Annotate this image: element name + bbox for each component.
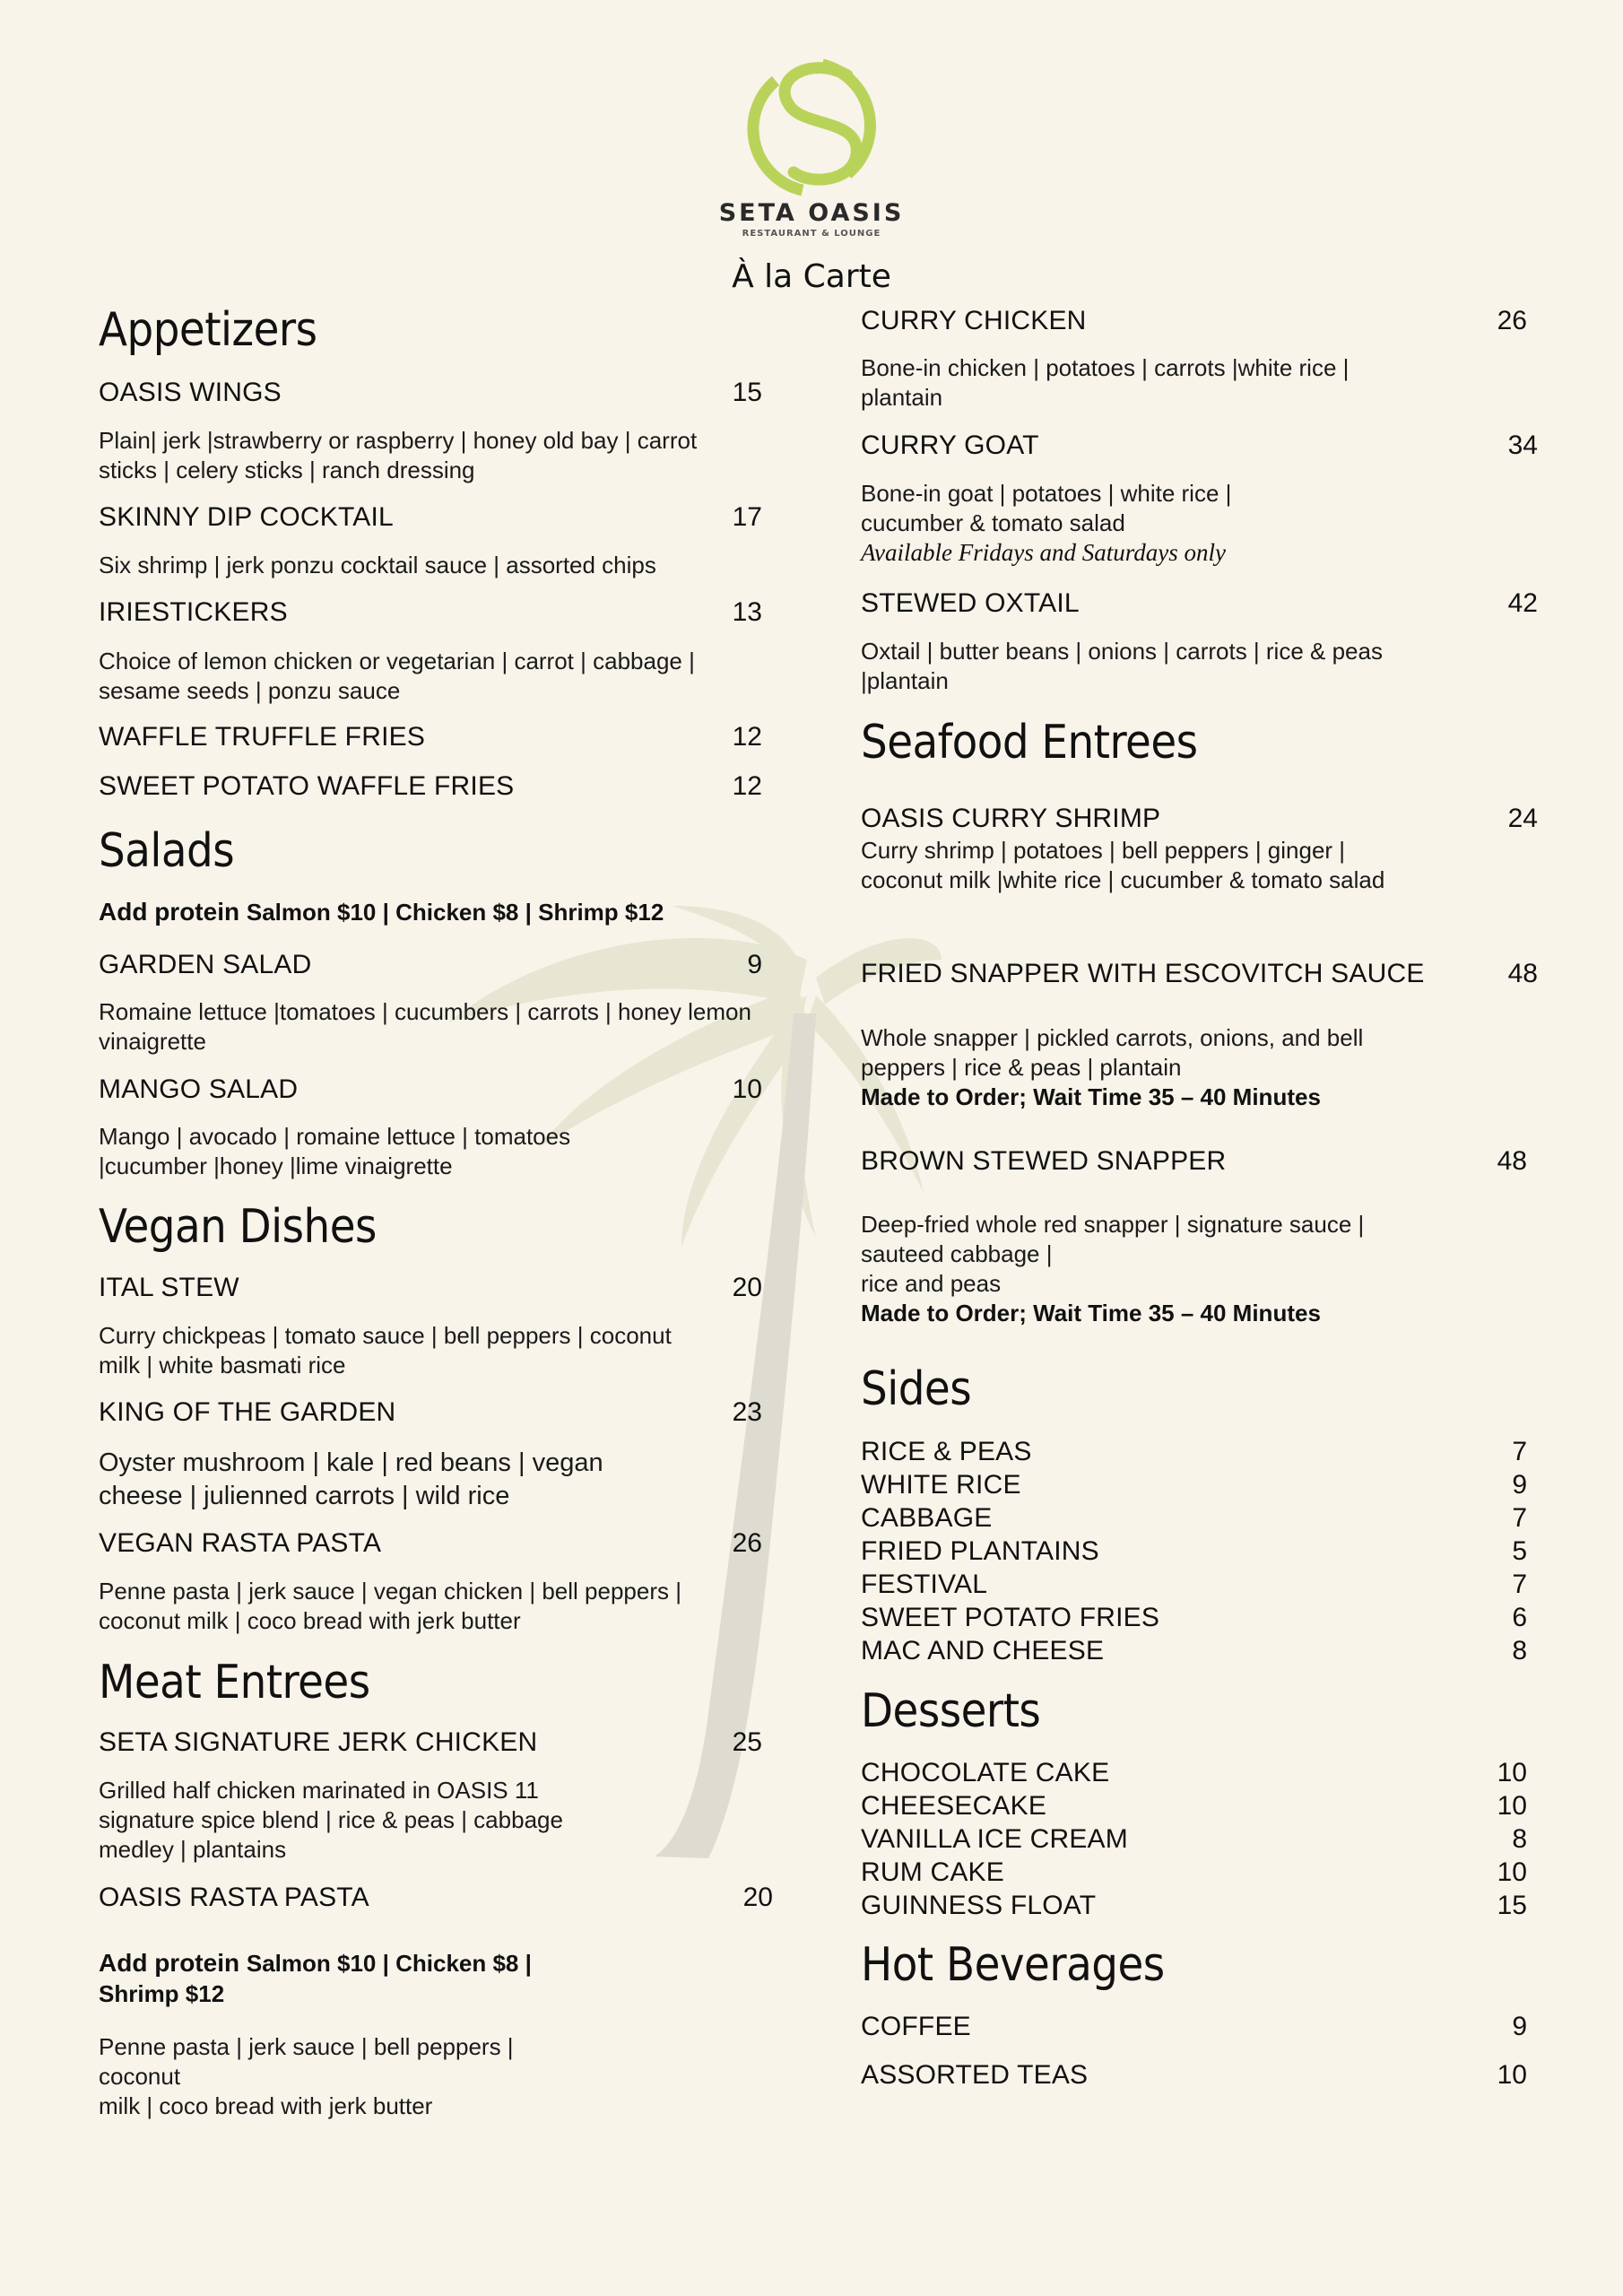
item-description bbox=[861, 1210, 1488, 1299]
availability-note: Available Fridays and Saturdays only bbox=[861, 539, 1226, 566]
add-protein-options: Shrimp $12 bbox=[99, 1980, 225, 2007]
item-name: OASIS WINGS bbox=[99, 378, 282, 407]
wait-time-note: Made to Order; Wait Time 35 – 40 Minutes bbox=[861, 1083, 1321, 1110]
item-price: 7 bbox=[1512, 1570, 1527, 1599]
wait-time-note: Made to Order; Wait Time 35 – 40 Minutes bbox=[861, 1300, 1321, 1326]
item-price: 9 bbox=[1512, 1470, 1527, 1500]
menu-item bbox=[99, 1527, 762, 1560]
item-name: CHEESECAKE bbox=[861, 1791, 1047, 1821]
menu-item bbox=[861, 430, 1538, 462]
item-description: Oxtail | butter beans | onions | carrots | rice & peas |plantain bbox=[861, 638, 1383, 694]
section-title: Seafood Entrees bbox=[861, 716, 1198, 770]
item-price: 23 bbox=[732, 1397, 762, 1427]
item-name: VEGAN RASTA PASTA bbox=[99, 1528, 382, 1558]
menu-item bbox=[99, 1272, 762, 1304]
add-protein-options: Salmon $10 | Chicken $8 | bbox=[246, 1950, 532, 1977]
section-salads bbox=[99, 824, 235, 878]
item-description bbox=[99, 2032, 637, 2121]
item-description: Six shrimp | jerk ponzu cocktail sauce | assorted chips bbox=[99, 552, 656, 578]
item-price: 5 bbox=[1512, 1536, 1527, 1566]
add-protein-label: Add protein bbox=[99, 1949, 240, 1977]
desserts-list bbox=[861, 1756, 1527, 1922]
section-title: Desserts bbox=[861, 1684, 1041, 1738]
section-vegan-dishes bbox=[99, 1200, 377, 1254]
item-price: 8 bbox=[1512, 1636, 1527, 1665]
menu-item bbox=[99, 501, 762, 534]
description-line: rice and peas bbox=[861, 1270, 1002, 1297]
menu-item bbox=[861, 2011, 1527, 2043]
item-price: 48 bbox=[1497, 1146, 1527, 1176]
item-price: 6 bbox=[1512, 1603, 1527, 1632]
item-description: Bone-in chicken | potatoes | carrots |white rice | plantain bbox=[861, 354, 1350, 411]
item-name: OASIS RASTA PASTA bbox=[99, 1883, 369, 1912]
menu-item bbox=[861, 587, 1538, 620]
item-price: 20 bbox=[742, 1883, 773, 1912]
item-name: FRIED SNAPPER WITH ESCOVITCH SAUCE bbox=[861, 959, 1425, 988]
section-appetizers bbox=[99, 303, 762, 357]
item-price: 9 bbox=[747, 950, 762, 979]
description-line: milk | coco bread with jerk butter bbox=[99, 2092, 433, 2119]
item-price: 34 bbox=[1507, 430, 1538, 460]
item-price: 15 bbox=[1497, 1891, 1527, 1920]
description-line: Deep-fried whole red snapper | signature sauce | bbox=[861, 1211, 1365, 1238]
item-name: SETA SIGNATURE JERK CHICKEN bbox=[99, 1727, 538, 1757]
item-price: 20 bbox=[732, 1273, 762, 1302]
section-title: Salads bbox=[99, 824, 235, 878]
item-price: 17 bbox=[732, 502, 762, 532]
menu-item bbox=[99, 1882, 773, 1914]
item-price: 12 bbox=[732, 771, 762, 801]
item-description: Whole snapper | pickled carrots, onions, and bell peppers | rice & peas | plantain bbox=[861, 1024, 1364, 1081]
description-line: sauteed cabbage | bbox=[861, 1240, 1053, 1267]
item-price: 25 bbox=[732, 1727, 762, 1757]
item-description: Plain| jerk |strawberry or raspberry | honey old bay | carrot sticks | celery sticks | ranch dressing bbox=[99, 427, 698, 483]
menu-item bbox=[861, 1535, 1527, 1568]
item-name: CHOCOLATE CAKE bbox=[861, 1758, 1110, 1787]
item-name: OASIS CURRY SHRIMP bbox=[861, 804, 1161, 833]
item-name: RUM CAKE bbox=[861, 1857, 1004, 1887]
item-price: 7 bbox=[1512, 1437, 1527, 1466]
menu-item bbox=[99, 377, 762, 409]
brand-name: SETA OASIS bbox=[718, 199, 905, 227]
menu-item bbox=[861, 305, 1527, 337]
item-description: Oyster mushroom | kale | red beans | vegan cheese | julienned carrots | wild rice bbox=[99, 1448, 603, 1510]
menu-item bbox=[99, 596, 762, 629]
item-name: SWEET POTATO FRIES bbox=[861, 1603, 1160, 1632]
menu-item bbox=[861, 1856, 1527, 1889]
section-desserts bbox=[861, 1684, 1041, 1738]
item-name: SKINNY DIP COCKTAIL bbox=[99, 502, 394, 532]
item-price: 26 bbox=[732, 1528, 762, 1558]
menu-item bbox=[99, 721, 762, 753]
item-name: SWEET POTATO WAFFLE FRIES bbox=[99, 771, 515, 801]
section-hot-beverages bbox=[861, 1938, 1165, 1992]
item-name: KING OF THE GARDEN bbox=[99, 1397, 396, 1427]
description-line: Penne pasta | jerk sauce | bell peppers | bbox=[99, 2033, 514, 2060]
menu-item bbox=[861, 1435, 1527, 1468]
item-price: 13 bbox=[732, 597, 762, 627]
menu-item bbox=[861, 958, 1538, 990]
item-name: MAC AND CHEESE bbox=[861, 1636, 1105, 1665]
menu-item bbox=[99, 1726, 762, 1759]
item-price: 15 bbox=[732, 378, 762, 407]
menu-item bbox=[861, 1145, 1527, 1178]
section-meat-entrees bbox=[99, 1656, 370, 1709]
item-price: 24 bbox=[1507, 804, 1538, 833]
item-price: 42 bbox=[1507, 588, 1538, 618]
section-title: Meat Entrees bbox=[99, 1656, 370, 1709]
menu-item bbox=[861, 2059, 1527, 2092]
item-name: CURRY GOAT bbox=[861, 430, 1039, 460]
item-price: 10 bbox=[1497, 2060, 1527, 2090]
menu-item bbox=[861, 1789, 1527, 1822]
seta-oasis-logo-icon bbox=[740, 56, 883, 199]
sides-list bbox=[861, 1435, 1527, 1667]
item-name: VANILLA ICE CREAM bbox=[861, 1824, 1128, 1854]
item-name: GARDEN SALAD bbox=[99, 950, 312, 979]
item-name: BROWN STEWED SNAPPER bbox=[861, 1146, 1227, 1176]
description-line: coconut bbox=[99, 2063, 181, 2090]
item-price: 10 bbox=[1497, 1758, 1527, 1787]
item-name: FRIED PLANTAINS bbox=[861, 1536, 1099, 1566]
item-description: Romaine lettuce |tomatoes | cucumbers | carrots | honey lemon vinaigrette bbox=[99, 998, 751, 1055]
menu-item bbox=[99, 1074, 762, 1106]
item-name: ASSORTED TEAS bbox=[861, 2060, 1089, 2090]
item-price: 12 bbox=[732, 722, 762, 752]
section-title: Appetizers bbox=[99, 303, 317, 357]
menu-subtitle: À la Carte bbox=[732, 258, 891, 295]
item-description: Mango | avocado | romaine lettuce | tomatoes |cucumber |honey |lime vinaigrette bbox=[99, 1123, 571, 1179]
section-title: Sides bbox=[861, 1362, 972, 1416]
menu-item bbox=[861, 1889, 1527, 1922]
add-protein-options: Salmon $10 | Chicken $8 | Shrimp $12 bbox=[246, 899, 664, 926]
brand-tagline: RESTAURANT & LOUNGE bbox=[742, 229, 881, 239]
menu-item bbox=[861, 1756, 1527, 1789]
item-price: 48 bbox=[1507, 959, 1538, 988]
item-description: Choice of lemon chicken or vegetarian | carrot | cabbage | sesame seeds | ponzu sauce bbox=[99, 648, 695, 704]
menu-item bbox=[861, 1568, 1527, 1601]
section-title: Vegan Dishes bbox=[99, 1200, 377, 1254]
item-price: 8 bbox=[1512, 1824, 1527, 1854]
item-description: Curry shrimp | potatoes | bell peppers | ginger | coconut milk |white rice | cucumber & tomato salad bbox=[861, 837, 1385, 893]
add-protein-label: Add protein bbox=[99, 898, 240, 926]
item-name: MANGO SALAD bbox=[99, 1074, 299, 1104]
item-price: 7 bbox=[1512, 1503, 1527, 1533]
item-description: Bone-in goat | potatoes | white rice | cucumber & tomato salad bbox=[861, 480, 1232, 536]
item-name: STEWED OXTAIL bbox=[861, 588, 1080, 618]
item-name: CABBAGE bbox=[861, 1503, 993, 1533]
item-name: IRIESTICKERS bbox=[99, 597, 288, 627]
menu-item bbox=[861, 1634, 1527, 1667]
menu-item bbox=[861, 1501, 1527, 1535]
item-name: COFFEE bbox=[861, 2012, 971, 2041]
item-price: 10 bbox=[1497, 1857, 1527, 1887]
item-price: 10 bbox=[732, 1074, 762, 1104]
item-name: CURRY CHICKEN bbox=[861, 306, 1087, 335]
section-sides bbox=[861, 1362, 972, 1416]
item-description: Grilled half chicken marinated in OASIS 11 signature spice blend | rice & peas | cabbage medley | plantains bbox=[99, 1777, 563, 1863]
item-description: Curry chickpeas | tomato sauce | bell peppers | coconut milk | white basmati rice bbox=[99, 1322, 672, 1378]
section-seafood-entrees bbox=[861, 716, 1198, 770]
item-price: 9 bbox=[1512, 2012, 1527, 2041]
item-name: WHITE RICE bbox=[861, 1470, 1021, 1500]
menu-item bbox=[861, 1822, 1527, 1856]
item-name: GUINNESS FLOAT bbox=[861, 1891, 1097, 1920]
menu-item bbox=[99, 1396, 762, 1429]
item-name: WAFFLE TRUFFLE FRIES bbox=[99, 722, 426, 752]
item-name: ITAL STEW bbox=[99, 1273, 239, 1302]
add-protein-note bbox=[99, 1948, 637, 2009]
add-protein-note bbox=[99, 897, 780, 927]
item-price: 10 bbox=[1497, 1791, 1527, 1821]
item-name: RICE & PEAS bbox=[861, 1437, 1032, 1466]
item-name: FESTIVAL bbox=[861, 1570, 988, 1599]
section-title: Hot Beverages bbox=[861, 1938, 1165, 1992]
menu-item bbox=[99, 770, 762, 803]
menu-item bbox=[861, 1468, 1527, 1501]
item-description: Penne pasta | jerk sauce | vegan chicken | bell peppers | coconut milk | coco bread with jerk butter bbox=[99, 1578, 681, 1634]
menu-item bbox=[99, 949, 762, 981]
menu-item bbox=[861, 803, 1538, 835]
item-price: 26 bbox=[1497, 306, 1527, 335]
menu-item bbox=[861, 1601, 1527, 1634]
